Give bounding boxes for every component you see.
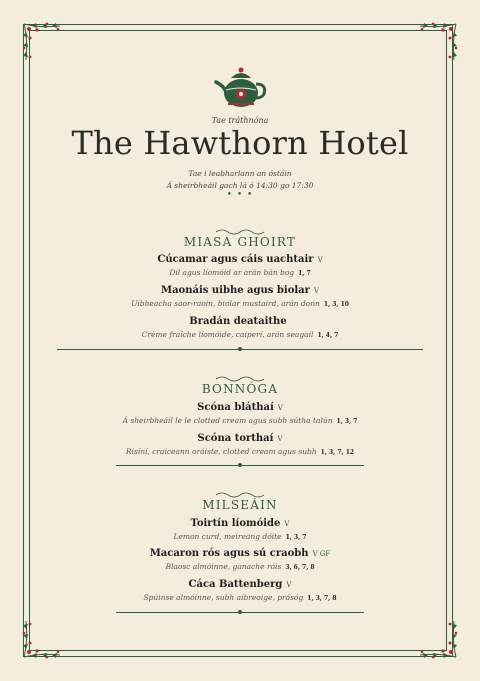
menu-tagline: Tae i leabharlann an óstáin — [188, 169, 292, 178]
divider-dot — [238, 347, 242, 351]
holly-corner-icon — [414, 20, 460, 66]
menu-subtitle: Tae tráthnóna — [211, 116, 269, 125]
section-title-desserts: MILSEÁIN — [202, 498, 278, 512]
menu-item-desc: Blaosc almóinne, ganache róis 3, 6, 7, 8 — [165, 562, 315, 571]
section-title-scones: BONNÓGA — [201, 382, 279, 396]
divider-dot — [238, 463, 242, 467]
holly-corner-icon — [20, 615, 66, 661]
menu-item-desc: Spúinse almóinne, subh aibreoige, prásóg 1, 3, 7, 8 — [143, 593, 337, 602]
divider-dot — [238, 610, 242, 614]
hotel-title: The Hawthorn Hotel — [71, 124, 409, 162]
holly-corner-icon — [414, 615, 460, 661]
holly-corner-icon — [20, 20, 66, 66]
menu-item-name: Cáca Battenberg V — [188, 579, 292, 590]
menu-item-desc: Lemon curd, meireang dóite 1, 3, 7 — [173, 532, 307, 541]
serving-hours: Á sheirbheáil gach lá ó 14:30 go 17:30 — [166, 181, 314, 190]
menu-item-desc: Uibheacha saor-raoin, biolar mustaird, arán donn 1, 3, 10 — [131, 299, 349, 308]
menu-item-name: Macaron rós agus sú craobh V GF — [149, 548, 331, 559]
menu-item-name: Scóna bláthaí V — [197, 402, 283, 413]
menu-item-desc: Risíní, craiceann oráiste, clotted cream agus subh 1, 3, 7, 12 — [125, 447, 355, 456]
menu-item-name: Scóna torthaí V — [197, 433, 283, 444]
teapot-icon — [212, 66, 270, 110]
ornament-dots: • • • — [226, 190, 254, 200]
menu-item-desc: Dil agus líomóid ar arán bán bog 1, 7 — [169, 268, 311, 277]
menu-item-name: Maonáis uibhe agus biolar V — [161, 285, 319, 296]
section-title-savoury: MIASA GHOIRT — [183, 235, 297, 249]
menu-item-name: Cúcamar agus cáis uachtair V — [157, 254, 323, 265]
menu-item-desc: Crème fraîche líomóide, caiperí, arán seagail 1, 4, 7 — [141, 330, 339, 339]
menu-item-name: Bradán deataithe — [189, 316, 287, 327]
menu-item-desc: Á sheirbheáil le le clotted cream agus subh sútha talún 1, 3, 7 — [122, 416, 358, 425]
menu-item-name: Toirtín líomóide V — [190, 518, 290, 529]
